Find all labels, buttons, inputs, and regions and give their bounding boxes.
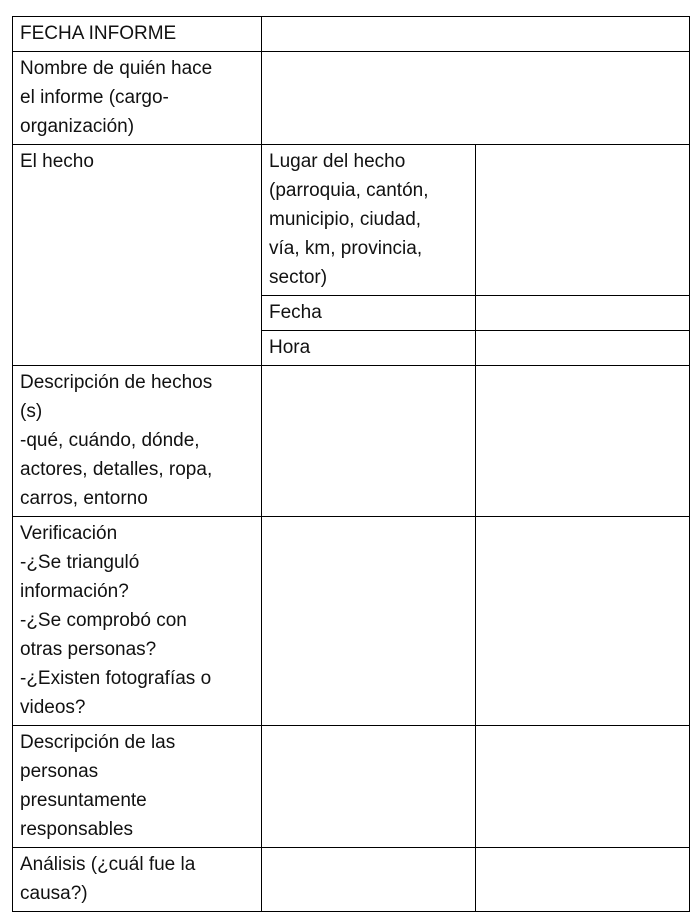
value-fecha[interactable]: [476, 296, 690, 331]
label-descripcion-personas: Descripción de las personas presuntamente responsables: [13, 726, 262, 848]
label-lugar-hecho: Lugar del hecho (parroquia, cantón, municipio, ciudad, vía, km, provincia, sector): [262, 145, 476, 296]
value-analisis-2[interactable]: [476, 848, 690, 912]
row-lugar: [13, 145, 690, 296]
label-fecha: Fecha: [262, 296, 476, 331]
label-hora: Hora: [262, 331, 476, 366]
value-descripcion-personas-1[interactable]: [262, 726, 476, 848]
row-descripcion-hechos: [13, 366, 690, 517]
label-el-hecho: El hecho: [13, 145, 262, 366]
row-analisis: [13, 848, 690, 912]
value-lugar-hecho[interactable]: [476, 145, 690, 296]
value-descripcion-hechos-1[interactable]: [262, 366, 476, 517]
value-hora[interactable]: [476, 331, 690, 366]
report-form-table: [12, 16, 690, 912]
value-verificacion-1[interactable]: [262, 517, 476, 726]
label-verificacion: Verificación -¿Se trianguló información? -¿Se comprobó con otras personas? -¿Existen fotografías o videos?: [13, 517, 262, 726]
row-nombre: [13, 52, 690, 145]
value-fecha-informe[interactable]: [262, 17, 690, 52]
row-descripcion-personas: [13, 726, 690, 848]
value-analisis-1[interactable]: [262, 848, 476, 912]
label-nombre-informe: Nombre de quién hace el informe (cargo- organización): [13, 52, 262, 145]
value-verificacion-2[interactable]: [476, 517, 690, 726]
label-fecha-informe: FECHA INFORME: [13, 17, 262, 52]
value-descripcion-personas-2[interactable]: [476, 726, 690, 848]
label-analisis: Análisis (¿cuál fue la causa?): [13, 848, 262, 912]
value-nombre-informe[interactable]: [262, 52, 690, 145]
row-fecha-informe: [13, 17, 690, 52]
label-descripcion-hechos: Descripción de hechos (s) -qué, cuándo, dónde, actores, detalles, ropa, carros, entorno: [13, 366, 262, 517]
value-descripcion-hechos-2[interactable]: [476, 366, 690, 517]
row-verificacion: [13, 517, 690, 726]
